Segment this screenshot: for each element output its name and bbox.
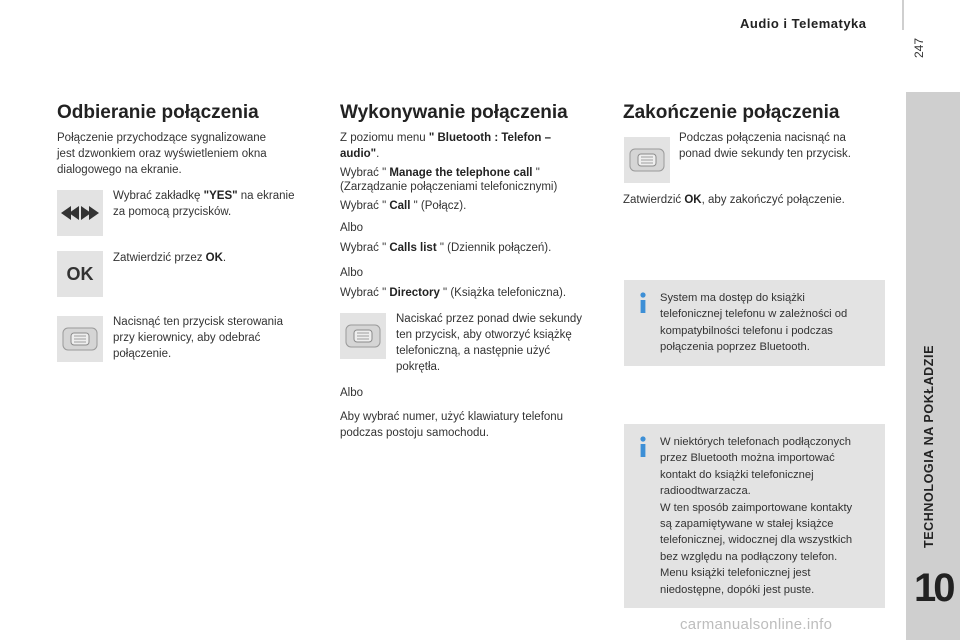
text-line: przy kierownicy, aby odebrać — [113, 332, 261, 344]
text-line: W niektórych telefonach podłączonych — [660, 436, 851, 448]
title-making-call: Wykonywanie połączenia — [340, 102, 568, 123]
steering-wheel-button-icon — [59, 322, 101, 356]
text-fragment: " — [532, 167, 540, 179]
ending-step-press — [679, 130, 851, 162]
text-line: jest dzwonkiem oraz wyświetleniem okna — [57, 148, 267, 160]
making-step-menu — [340, 130, 551, 162]
text-fragment: " (Połącz). — [410, 200, 467, 212]
or-separator: Albo — [340, 222, 364, 234]
arrows-button-icon-box — [57, 190, 103, 236]
ok-button-icon-box — [57, 251, 103, 297]
making-step-manage — [340, 166, 557, 194]
steering-button-icon-box — [340, 313, 386, 359]
title-ending-call: Zakończenie połączenia — [623, 102, 840, 123]
text-line: połączenia poprzez Bluetooth. — [660, 341, 810, 354]
text-line: (Zarządzanie połączeniami telefonicznymi) — [340, 181, 558, 193]
making-step-dial — [340, 409, 563, 441]
title-answering-call: Odbieranie połączenia — [57, 102, 259, 123]
text-fragment: Wybrać " — [340, 167, 390, 179]
manage-call-label: Manage the telephone call — [389, 167, 533, 179]
menu-path-label: audio" — [340, 148, 377, 160]
text-line: Menu książki telefonicznej jest — [660, 567, 811, 580]
text-fragment: " (Dziennik połączeń). — [436, 242, 552, 254]
info-icon — [636, 436, 650, 458]
ok-label: OK — [205, 252, 223, 264]
text-fragment: Wybrać " — [340, 242, 390, 254]
ok-button-icon: OK — [66, 263, 94, 284]
chapter-label: TECHNOLOGIA NA POKŁADZIE — [922, 344, 936, 548]
text-fragment: , aby zakończyć połączenie. — [701, 194, 845, 206]
making-step-press-button — [396, 311, 582, 375]
steering-button-icon-box — [57, 316, 103, 362]
text-line: Naciskać przez ponad dwie sekundy — [396, 313, 583, 325]
text-line: bez względu na podłączony telefon. — [660, 550, 838, 563]
menu-path-label: " Bluetooth : Telefon – — [428, 132, 552, 144]
text-line: Aby wybrać numer, użyć klawiatury telefonu — [340, 411, 564, 423]
directory-label: Directory — [389, 287, 440, 299]
text-fragment: na ekranie — [237, 190, 295, 202]
calls-list-label: Calls list — [389, 242, 437, 254]
or-separator: Albo — [340, 267, 364, 279]
answer-step-steering — [113, 314, 283, 362]
or-separator: Albo — [340, 387, 364, 399]
text-line: Połączenie przychodzące sygnalizowane — [57, 132, 267, 144]
text-line: pokrętła. — [396, 361, 441, 373]
text-line: telefonicznej, widocznej dla wszystkich — [660, 534, 853, 547]
making-step-directory — [340, 285, 566, 301]
text-line: przez Bluetooth można importować — [660, 452, 835, 465]
text-fragment: Zatwierdzić przez — [113, 252, 206, 264]
text-line: W ten sposób zaimportowane kontakty — [660, 501, 853, 514]
header-divider — [902, 0, 904, 30]
text-line: Podczas połączenia nacisnąć na — [679, 132, 846, 144]
text-fragment: Z poziomu menu — [340, 132, 429, 144]
text-line: Nacisnąć ten przycisk sterowania — [113, 316, 284, 328]
ending-step-confirm — [623, 192, 845, 208]
header-title: Audio i Telematyka — [740, 16, 867, 31]
steering-button-icon-box — [624, 137, 670, 183]
text-fragment: Wybrać " — [340, 200, 390, 212]
text-line: podczas postoju samochodu. — [340, 427, 489, 439]
answering-intro — [57, 130, 267, 178]
yes-tab-label: "YES" — [203, 190, 238, 202]
text-fragment: " (Książka telefoniczna). — [439, 287, 567, 299]
steering-wheel-button-icon — [342, 319, 384, 353]
text-fragment: Wybrać zakładkę — [113, 190, 204, 202]
text-line: połączenie. — [113, 348, 172, 360]
text-line: niedostępne, dopóki jest puste. — [660, 583, 815, 596]
watermark: carmanualsonline.info — [680, 616, 833, 633]
call-label: Call — [389, 200, 411, 212]
info-note-contact-import — [624, 424, 885, 608]
page-number: 247 — [912, 37, 926, 58]
text-line: ten przycisk, aby otworzyć książkę — [396, 329, 572, 341]
text-fragment: Zatwierdzić — [623, 194, 685, 206]
ok-label: OK — [684, 194, 702, 206]
making-step-call — [340, 198, 466, 214]
answer-step-select-yes — [113, 188, 294, 220]
making-step-calls-list — [340, 240, 551, 256]
answer-step-confirm — [113, 250, 226, 266]
info-note-directory-access — [624, 280, 885, 366]
text-fragment: . — [222, 252, 227, 264]
text-line: telefoniczną, a następnie użyć — [396, 345, 551, 357]
text-line: ponad dwie sekundy ten przycisk. — [679, 148, 851, 160]
info-icon — [636, 292, 650, 314]
steering-wheel-button-icon — [626, 143, 668, 177]
text-line: kontakt do książki telefonicznej — [660, 468, 814, 481]
text-line: są zapamiętywane w stałej książce — [660, 518, 834, 531]
text-line: telefonicznej telefonu w zależności od — [660, 308, 848, 321]
text-line: za pomocą przycisków. — [113, 206, 232, 218]
text-line: kompatybilności telefonu i podczas — [660, 324, 833, 337]
text-line: System ma dostęp do książki — [660, 292, 805, 304]
text-line: dialogowego na ekranie. — [57, 164, 182, 176]
chapter-number: 10 — [914, 566, 953, 610]
left-right-arrows-icon — [60, 203, 100, 223]
text-fragment: Wybrać " — [340, 287, 390, 299]
text-line: radioodtwarzacza. — [660, 485, 751, 498]
text-fragment: . — [376, 148, 380, 160]
